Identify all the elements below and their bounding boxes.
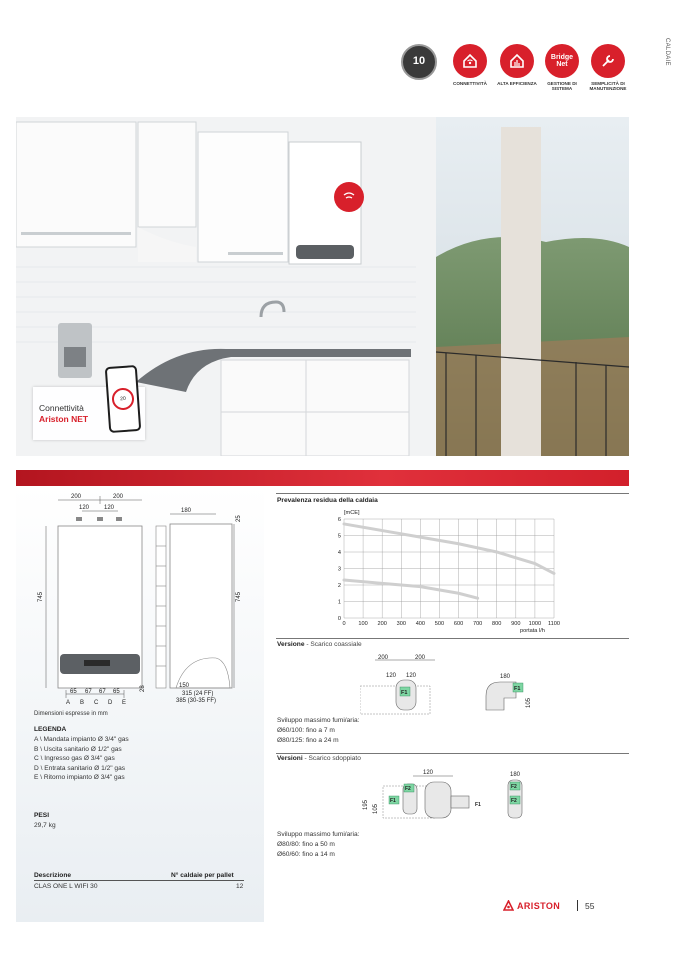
feature-efficiency: [495, 44, 539, 86]
feature-label-efficiency: ALTA EFFICIENZA: [497, 81, 537, 86]
chart-xtick-label: 800: [492, 621, 502, 627]
split-title: [277, 755, 361, 762]
high-efficiency-house-icon: [500, 44, 534, 78]
chart-xtick-label: 600: [453, 621, 464, 627]
table-row-quantity: 12: [236, 883, 244, 890]
chart-top-rule: [276, 493, 629, 494]
feature-label-system: GESTIONE DI SISTEMA: [547, 81, 577, 92]
split-line-1: Ø80/80: fino a 50 m: [277, 841, 335, 848]
connection-letter-d: D: [108, 700, 113, 706]
chart-series-line-2: [344, 580, 478, 598]
feature-connectivity: [448, 44, 492, 86]
footer-divider: [577, 900, 578, 911]
coax-subtitle: - Scarico coassiale: [304, 641, 362, 648]
chart-title: Prevalenza residua della caldaia: [277, 497, 378, 504]
dim-bottom-65b: 65: [113, 689, 120, 695]
legend-list: [34, 735, 129, 783]
legend-item: D \ Entrata sanitario Ø 1/2" gas: [34, 764, 126, 772]
coax-title-bold: Versione: [277, 641, 305, 648]
split-text-title: Sviluppo massimo fumi/aria:: [277, 831, 360, 838]
chart-xtick-label: 300: [396, 621, 406, 627]
weights-title: PESI: [34, 812, 50, 819]
chart-xtick-label: 100: [358, 621, 368, 627]
dimensions-note: Dimensioni espresse in mm: [34, 711, 108, 717]
legend-item: A \ Mandata impianto Ø 3/4" gas: [34, 736, 129, 743]
split-f2: F2: [405, 786, 411, 792]
coax-drawing: [360, 654, 550, 720]
table-row-description: CLAS ONE L WIFI 30: [34, 883, 98, 890]
feature-system: [540, 44, 584, 92]
coax-f1: F1: [401, 690, 408, 696]
split-subtitle: - Scarico sdoppiato: [302, 755, 361, 762]
chart-xtick-label: 200: [377, 621, 387, 627]
table-divider: [34, 880, 244, 881]
feature-maintenance: [586, 44, 630, 92]
split-dim-120: 120: [423, 770, 434, 776]
dim-depth-315: 315 (24 FF): [182, 691, 214, 697]
split-dim-180: 180: [510, 772, 521, 778]
chart-xlabel: portata l/h: [520, 628, 545, 634]
dimensions-panel: [16, 486, 264, 922]
split-f2c: F2: [511, 798, 517, 804]
chart-ytick-label: 3: [337, 566, 341, 573]
feature-warranty: [397, 44, 441, 83]
split-dim-105: 105: [373, 803, 379, 814]
dim-bottom-67b: 67: [99, 689, 106, 695]
coax-dim-200a: 200: [378, 655, 389, 661]
connection-letter-e: E: [122, 700, 127, 706]
maintenance-wrench-icon: [591, 44, 625, 78]
chart-ytick-label: 0: [337, 616, 341, 622]
section-tab: CALDAIE: [664, 38, 670, 66]
chart-ytick-label: 4: [337, 550, 341, 556]
page-number: 55: [585, 901, 595, 911]
dim-bottom-65a: 65: [70, 689, 77, 695]
dim-top-right: 200: [113, 494, 124, 500]
coax-f1b: F1: [514, 686, 521, 692]
split-line-2: Ø60/60: fino a 14 m: [277, 851, 335, 858]
dim-bottom-67a: 67: [85, 689, 92, 695]
dimension-drawing: [16, 486, 264, 706]
chart-xtick-label: 0: [342, 621, 346, 627]
dim-top-left: 200: [71, 494, 82, 500]
legend-item: C \ Ingresso gas Ø 3/4" gas: [34, 755, 115, 763]
chart-xtick-label: 700: [472, 621, 483, 627]
split-drawing: [355, 766, 555, 822]
weights-value: 29,7 kg: [34, 822, 56, 829]
bridge-net-text: Bridge Net: [550, 54, 574, 68]
connection-letter-c: C: [94, 700, 99, 706]
dim-height-left: 745: [38, 591, 44, 602]
feature-label-maintenance: SEMPLICITÀ DI MANUTENZIONE: [589, 81, 627, 92]
coax-line-2: Ø80/125: fino a 24 m: [277, 737, 339, 744]
chart-series-line-1: [344, 524, 554, 574]
phone-thermostat-value: 20: [111, 387, 134, 410]
smartphone-icon: [105, 365, 142, 433]
coax-dim-105: 105: [526, 697, 532, 708]
section-red-bar: [16, 470, 629, 486]
chart-xtick-label: 400: [415, 621, 426, 627]
chart-ytick-label: 5: [337, 533, 341, 540]
table-header-pallet: N° caldaie per pallet: [171, 872, 234, 879]
split-title-bold: Versioni: [277, 755, 303, 762]
ariston-logo-icon: [503, 900, 514, 911]
dim-depth-385: 385 (30-35 FF): [176, 698, 217, 704]
coax-dim-120a: 120: [386, 673, 397, 679]
footer-brand: [503, 900, 560, 911]
legend-item: E \ Ritorno impianto Ø 3/4" gas: [34, 774, 125, 782]
coax-dim-180: 180: [500, 674, 511, 680]
coax-dim-120b: 120: [406, 673, 417, 679]
dim-side-top: 180: [181, 508, 192, 514]
connection-letter-b: B: [80, 700, 85, 706]
chart-ytick-label: 6: [337, 517, 341, 523]
dim-bottom-gap: 28: [140, 685, 146, 692]
chart-ytick-label: 2: [337, 583, 341, 589]
hero-kitchen-image: [16, 117, 629, 456]
caption-line2: Ariston NET: [39, 414, 89, 424]
coax-line-1: Ø60/100: fino a 7 m: [277, 727, 335, 734]
warranty-badge-number: 10: [412, 55, 426, 68]
connectivity-house-icon: [453, 44, 487, 78]
caption-line1: Connettività: [39, 403, 84, 413]
split-dim-195: 195: [363, 799, 369, 810]
dim-top-inner-right: 120: [104, 505, 115, 511]
bridge-net-icon: [545, 44, 579, 78]
legend-title: LEGENDA: [34, 726, 67, 733]
legend-item: B \ Uscita sanitario Ø 1/2" gas: [34, 745, 122, 753]
dim-top-inner-left: 120: [79, 505, 90, 511]
chart-xtick-label: 1000: [528, 621, 542, 627]
footer-brand-name: ARISTON: [517, 900, 561, 911]
chart-ytick-label: 1: [337, 599, 341, 606]
chart-xtick-label: 900: [511, 621, 521, 627]
warranty-10-years-icon: [401, 44, 437, 80]
coax-dim-200b: 200: [415, 655, 426, 661]
dim-depth-150: 150: [179, 683, 190, 689]
table-header-description: Descrizione: [34, 872, 72, 879]
coax-title: [277, 641, 362, 648]
feature-label-connectivity: CONNETTIVITÀ: [453, 81, 487, 86]
pressure-chart: [330, 507, 570, 635]
dim-side-height: 745: [236, 591, 242, 602]
coax-rule: [276, 638, 629, 639]
split-rule: [276, 753, 629, 754]
coax-text-title: Sviluppo massimo fumi/aria:: [277, 717, 360, 724]
chart-xtick-label: 500: [434, 621, 445, 627]
connection-letter-a: A: [66, 700, 71, 706]
chart-ylabel: [mCE]: [344, 510, 360, 516]
chart-xtick-label: 1100: [547, 621, 561, 627]
split-f2b: F2: [511, 784, 517, 790]
split-f1b: F1: [475, 802, 481, 808]
dim-side-right-top: 25: [236, 515, 242, 522]
split-f1: F1: [390, 798, 396, 804]
